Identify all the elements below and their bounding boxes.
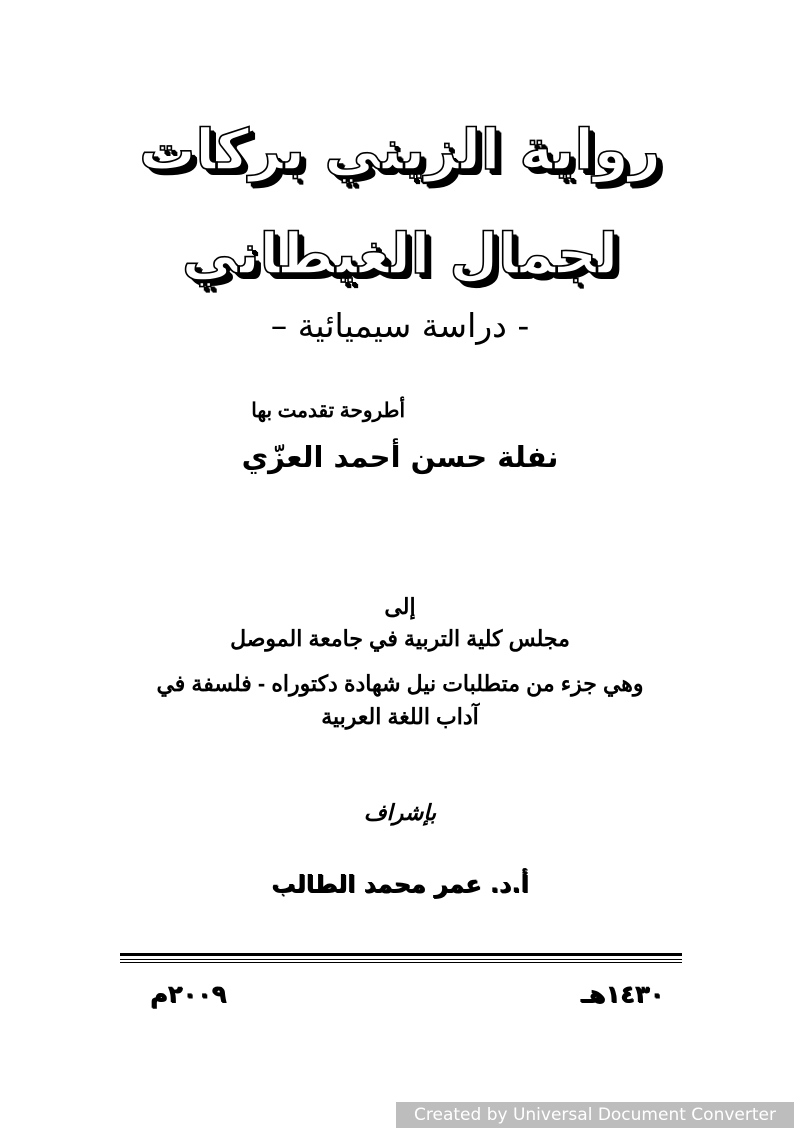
presented-by: أطروحة تقدمت بها [251,400,405,422]
divider-thick [120,953,682,956]
council-line: مجلس كلية التربية في جامعة الموصل [230,626,570,651]
title-line-2: لجمال الغيطاني [182,222,618,287]
supervisor-name: أ.د. عمر محمد الطالب [271,870,529,898]
to-label: إلى [384,594,416,619]
supervision-label: بإشراف [363,800,437,826]
subtitle: - دراسة سيميائية – [270,306,530,345]
author-name: نفلة حسن أحمد العزّي [241,440,559,474]
divider-thin-2 [120,962,682,963]
field-line: آداب اللغة العربية [321,704,479,729]
date-hijri: ١٤٣٠هـ [580,980,664,1008]
date-gregorian: ٢٠٠٩م [150,980,227,1008]
divider-thin-1 [120,959,682,960]
converter-watermark: Created by Universal Document Converter [396,1102,794,1128]
title-line-1: رواية الزيني بركات [139,118,661,183]
requirement-line: وهي جزء من متطلبات نيل شهادة دكتوراه - فلسفة في [156,671,644,696]
